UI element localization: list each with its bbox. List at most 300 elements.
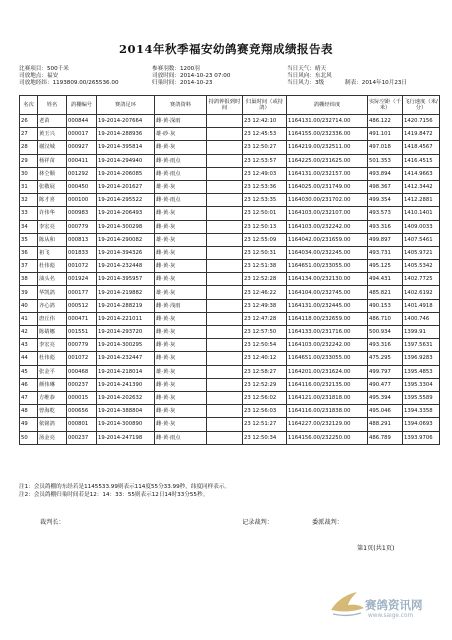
cell-pigeon-info: 雌·黄·灰 xyxy=(155,405,207,418)
cell-coords: 1164131.00/232714.00 xyxy=(287,115,368,128)
wind-force: 当日风力：3级 xyxy=(287,80,325,86)
cell-coords: 1164103.00/232107.00 xyxy=(287,207,368,220)
cell-name: 李宏亮 xyxy=(38,220,67,233)
cell-coords: 1164030.00/231702.00 xyxy=(287,194,368,207)
cell-arrival-time: 23 12:56:02 xyxy=(243,391,287,404)
cell-arrival-time: 23 12:52:28 xyxy=(243,273,287,286)
cell-clock-time xyxy=(207,207,243,220)
cell-ring: 19-2014-300890 xyxy=(97,418,155,431)
results-table xyxy=(19,95,440,445)
cell-pigeon-info: 雌·黄·灰 xyxy=(155,141,207,154)
cell-coords: 1164227.00/232129.00 xyxy=(287,418,368,431)
cell-rank: 50 xyxy=(20,431,38,444)
cell-loft-id: 000779 xyxy=(67,339,97,352)
cell-rank: 38 xyxy=(20,273,38,286)
release-site: 司放地点：福安 xyxy=(19,73,59,79)
cell-rank: 37 xyxy=(20,260,38,273)
table-row xyxy=(20,431,440,444)
cell-clock-time xyxy=(207,180,243,193)
cell-pigeon-info: 雄·黄·灰 xyxy=(155,180,207,193)
cell-coords: 1164121.00/231818.00 xyxy=(287,391,368,404)
cell-distance: 490.153 xyxy=(368,299,403,312)
cell-loft-id: 001292 xyxy=(67,167,97,180)
cell-ring: 19-2014-202632 xyxy=(97,391,155,404)
cell-distance: 485.821 xyxy=(368,286,403,299)
table-row xyxy=(20,115,440,128)
cell-arrival-time: 23 12:50:34 xyxy=(243,431,287,444)
table-row xyxy=(20,405,440,418)
cell-speed: 1420.7156 xyxy=(403,115,440,128)
cell-name: 祖飞 xyxy=(38,246,67,259)
cell-name: 老苗 xyxy=(38,115,67,128)
cell-pigeon-info: 雌·黄·灰 xyxy=(155,220,207,233)
cell-distance: 486.122 xyxy=(368,115,403,128)
cell-distance: 488.291 xyxy=(368,418,403,431)
cell-loft-id: 000100 xyxy=(67,194,97,207)
cell-pigeon-info: 雌·黄·灰 xyxy=(155,352,207,365)
cell-loft-id: 000237 xyxy=(67,378,97,391)
table-row xyxy=(20,391,440,404)
cell-clock-time xyxy=(207,391,243,404)
col-header-distance: 实际空距（千米） xyxy=(368,96,403,115)
cell-ring: 19-2014-219882 xyxy=(97,286,155,299)
cell-speed: 1394.0693 xyxy=(403,418,440,431)
cell-speed: 1412.2881 xyxy=(403,194,440,207)
col-header-speed: 飞行速度（米/分） xyxy=(403,96,440,115)
col-header-name: 姓名 xyxy=(38,96,67,115)
cell-speed: 1409.0033 xyxy=(403,220,440,233)
cell-speed: 1402.7725 xyxy=(403,273,440,286)
cell-distance: 499.354 xyxy=(368,194,403,207)
cell-arrival-time: 23 12:47:28 xyxy=(243,312,287,325)
cell-ring: 19-2014-206085 xyxy=(97,167,155,180)
cell-arrival-time: 23 12:58:27 xyxy=(243,365,287,378)
watermark-url: www.saige.com xyxy=(368,613,414,619)
referee-signature: 裁判长： xyxy=(40,519,65,526)
made-date: 制表：2014年10月23日 xyxy=(345,80,408,86)
race-item: 比赛项目：500千米 xyxy=(19,66,69,72)
cell-rank: 49 xyxy=(20,418,38,431)
cell-distance: 499.897 xyxy=(368,233,403,246)
cell-rank: 36 xyxy=(20,246,38,259)
table-header xyxy=(20,96,440,115)
table-row xyxy=(20,220,440,233)
cell-distance: 495.046 xyxy=(368,405,403,418)
cell-clock-time xyxy=(207,167,243,180)
cell-distance: 494.431 xyxy=(368,273,403,286)
table-row xyxy=(20,365,440,378)
cell-rank: 42 xyxy=(20,326,38,339)
cell-rank: 26 xyxy=(20,115,38,128)
cell-loft-id: 000015 xyxy=(67,391,97,404)
table-row xyxy=(20,326,440,339)
cell-clock-time xyxy=(207,260,243,273)
cell-name: 陈婧娜 xyxy=(38,326,67,339)
cell-loft-id: 000177 xyxy=(67,286,97,299)
cell-arrival-time: 23 12:49:03 xyxy=(243,167,287,180)
cell-rank: 27 xyxy=(20,128,38,141)
cell-arrival-time: 23 12:50:31 xyxy=(243,246,287,259)
cell-clock-time xyxy=(207,286,243,299)
cell-name: 齐心鸽 xyxy=(38,299,67,312)
table-row xyxy=(20,260,440,273)
cell-loft-id: 000512 xyxy=(67,299,97,312)
col-header-clock-time: 持鸽钟报到时间 xyxy=(207,96,243,115)
cell-coords: 1164103.00/232242.00 xyxy=(287,339,368,352)
cell-ring: 19-2014-247198 xyxy=(97,431,155,444)
return-time: 归巢时间：2014-10-23 xyxy=(152,80,213,86)
cell-pigeon-info: 雌·黄·灰 xyxy=(155,326,207,339)
cell-loft-id: 000813 xyxy=(67,233,97,246)
cell-name: 曾海乾 xyxy=(38,405,67,418)
cell-distance: 501.353 xyxy=(368,154,403,167)
cell-ring: 19-2014-300295 xyxy=(97,339,155,352)
cell-speed: 1399.91 xyxy=(403,326,440,339)
cell-coords: 1164155.00/232336.00 xyxy=(287,128,368,141)
cell-pigeon-info: 雌·黄·灰 xyxy=(155,260,207,273)
cell-coords: 1164042.00/231659.00 xyxy=(287,233,368,246)
cell-speed: 1395.3304 xyxy=(403,378,440,391)
table-row xyxy=(20,339,440,352)
cell-rank: 39 xyxy=(20,286,38,299)
cell-distance: 486.710 xyxy=(368,312,403,325)
cell-pigeon-info: 雌·黄·雨点 xyxy=(155,431,207,444)
cell-rank: 34 xyxy=(20,220,38,233)
cell-speed: 1397.5631 xyxy=(403,339,440,352)
col-header-arrival-time: 归巢时间（或持鸽） xyxy=(243,96,287,115)
cell-arrival-time: 23 12:51:27 xyxy=(243,418,287,431)
cell-pigeon-info: 雄·黄·灰 xyxy=(155,286,207,299)
cell-distance: 491.101 xyxy=(368,128,403,141)
cell-rank: 47 xyxy=(20,391,38,404)
cell-name: 汤金亮 xyxy=(38,431,67,444)
cell-distance: 493.573 xyxy=(368,207,403,220)
cell-name: 方维恭 xyxy=(38,391,67,404)
cell-name: 李宏亮 xyxy=(38,339,67,352)
cell-ring: 19-2014-241390 xyxy=(97,378,155,391)
cell-clock-time xyxy=(207,431,243,444)
cell-arrival-time: 23 12:50:13 xyxy=(243,220,287,233)
cell-coords: 1164156.00/232250.00 xyxy=(287,431,368,444)
cell-clock-time xyxy=(207,194,243,207)
release-coords: 司放地经纬：1193809.00/265536.00 xyxy=(19,80,119,86)
cell-loft-id: 001072 xyxy=(67,352,97,365)
cell-rank: 33 xyxy=(20,207,38,220)
cell-coords: 1164219.00/232511.00 xyxy=(287,141,368,154)
cell-clock-time xyxy=(207,405,243,418)
cell-ring: 19-2014-221011 xyxy=(97,312,155,325)
cell-speed: 1401.4918 xyxy=(403,299,440,312)
cell-name: 黄玉兴 xyxy=(38,128,67,141)
cell-arrival-time: 23 12:50:01 xyxy=(243,207,287,220)
table-row xyxy=(20,246,440,259)
cell-arrival-time: 23 12:42:10 xyxy=(243,115,287,128)
cell-speed: 1410.1401 xyxy=(403,207,440,220)
cell-name: 杜伟彪 xyxy=(38,352,67,365)
cell-clock-time xyxy=(207,352,243,365)
cell-arrival-time: 23 12:40:12 xyxy=(243,352,287,365)
cell-speed: 1394.3358 xyxy=(403,405,440,418)
cell-speed: 1400.746 xyxy=(403,312,440,325)
cell-coords: 1164104.00/232745.00 xyxy=(287,286,368,299)
cell-clock-time xyxy=(207,233,243,246)
cell-speed: 1407.5461 xyxy=(403,233,440,246)
cell-ring: 19-2014-232448 xyxy=(97,260,155,273)
cell-coords: 1164651.00/233055.00 xyxy=(287,352,368,365)
cell-ring: 19-2014-201627 xyxy=(97,180,155,193)
cell-coords: 1164131.00/232445.00 xyxy=(287,299,368,312)
cell-arrival-time: 23 12:53:36 xyxy=(243,180,287,193)
cell-coords: 1164131.00/232157.00 xyxy=(287,167,368,180)
cell-arrival-time: 23 12:52:29 xyxy=(243,378,287,391)
cell-speed: 1395.5589 xyxy=(403,391,440,404)
cell-loft-id: 001924 xyxy=(67,273,97,286)
cell-loft-id: 000237 xyxy=(67,431,97,444)
cell-coords: 1164133.00/231716.00 xyxy=(287,326,368,339)
cell-ring: 19-2014-206493 xyxy=(97,207,155,220)
cell-pigeon-info: 雌·黄·浅雨 xyxy=(155,299,207,312)
table-row xyxy=(20,194,440,207)
cell-coords: 1164651.00/233055.00 xyxy=(287,260,368,273)
cell-name: 杨祥苗 xyxy=(38,154,67,167)
cell-arrival-time: 23 12:51:38 xyxy=(243,260,287,273)
cell-arrival-time: 23 12:50:54 xyxy=(243,339,287,352)
cell-clock-time xyxy=(207,154,243,167)
recorder-signature: 记录裁判： xyxy=(242,519,273,526)
cell-pigeon-info: 雌·黄·深雨 xyxy=(155,115,207,128)
cell-speed: 1418.4567 xyxy=(403,141,440,154)
cell-speed: 1419.8472 xyxy=(403,128,440,141)
cell-pigeon-info: 雌·黄·灰 xyxy=(155,273,207,286)
release-time: 司放时间：2014-10-23 07:00 xyxy=(152,73,231,79)
cell-rank: 45 xyxy=(20,365,38,378)
cell-loft-id: 001551 xyxy=(67,326,97,339)
cell-name: 谢汉城 xyxy=(38,141,67,154)
cell-name: 颜伟琳 xyxy=(38,378,67,391)
cell-coords: 1164118.00/232659.00 xyxy=(287,312,368,325)
cell-ring: 19-2014-394326 xyxy=(97,246,155,259)
cell-ring: 19-2014-293720 xyxy=(97,326,155,339)
cell-ring: 19-2014-207664 xyxy=(97,115,155,128)
cell-ring: 19-2014-294940 xyxy=(97,154,155,167)
cell-arrival-time: 23 12:46:22 xyxy=(243,286,287,299)
table-row xyxy=(20,286,440,299)
cell-distance: 493.316 xyxy=(368,220,403,233)
cell-clock-time xyxy=(207,128,243,141)
cell-loft-id: 000017 xyxy=(67,128,97,141)
cell-rank: 35 xyxy=(20,233,38,246)
cell-pigeon-info: 雄·黄·灰 xyxy=(155,233,207,246)
cell-ring: 19-2014-395814 xyxy=(97,141,155,154)
cell-speed: 1416.4515 xyxy=(403,154,440,167)
cell-coords: 1164134.00/232130.00 xyxy=(287,273,368,286)
cell-pigeon-info: 雌·黄·灰 xyxy=(155,246,207,259)
cell-name: 唐丘伟 xyxy=(38,312,67,325)
cell-pigeon-info: 雌·黄·灰 xyxy=(155,207,207,220)
cell-distance: 490.477 xyxy=(368,378,403,391)
cell-loft-id: 000801 xyxy=(67,418,97,431)
cell-coords: 1164034.00/232245.00 xyxy=(287,246,368,259)
cell-name: 依铭鸽 xyxy=(38,418,67,431)
cell-clock-time xyxy=(207,312,243,325)
cell-pigeon-info: 雌·黄·灰 xyxy=(155,391,207,404)
cell-clock-time xyxy=(207,299,243,312)
cell-ring: 19-2014-290082 xyxy=(97,233,155,246)
cell-pigeon-info: 雌·黄·雨点 xyxy=(155,154,207,167)
cell-clock-time xyxy=(207,220,243,233)
cell-pigeon-info: 雌·黄·雨点 xyxy=(155,167,207,180)
cell-distance: 498.367 xyxy=(368,180,403,193)
cell-name: 陈才喜 xyxy=(38,194,67,207)
cell-pigeon-info: 雌·黄·灰 xyxy=(155,378,207,391)
cell-clock-time xyxy=(207,339,243,352)
table-row xyxy=(20,154,440,167)
cell-clock-time xyxy=(207,378,243,391)
cell-rank: 29 xyxy=(20,154,38,167)
cell-pigeon-info: 雌·黄·雨点 xyxy=(155,194,207,207)
cell-distance: 493.316 xyxy=(368,339,403,352)
cell-name: 杜伟彪 xyxy=(38,260,67,273)
cell-coords: 1164116.00/231838.00 xyxy=(287,405,368,418)
table-row xyxy=(20,207,440,220)
cell-pigeon-info: 雌·黄·灰 xyxy=(155,339,207,352)
table-row xyxy=(20,378,440,391)
cell-arrival-time: 23 12:57:50 xyxy=(243,326,287,339)
wind-direction: 当日风向：东北风 xyxy=(287,73,332,79)
table-row xyxy=(20,141,440,154)
cell-coords: 1164103.00/232242.00 xyxy=(287,220,368,233)
cell-ring: 19-2014-232447 xyxy=(97,352,155,365)
watermark-logo-icon xyxy=(327,586,367,626)
cell-rank: 30 xyxy=(20,167,38,180)
table-row xyxy=(20,167,440,180)
col-header-coords: 鸽棚经纬度 xyxy=(287,96,368,115)
cell-rank: 41 xyxy=(20,312,38,325)
cell-ring: 19-2014-288936 xyxy=(97,128,155,141)
cell-name: 油头名 xyxy=(38,273,67,286)
cell-name: 张敬展 xyxy=(38,180,67,193)
cell-rank: 44 xyxy=(20,352,38,365)
cell-loft-id: 000983 xyxy=(67,207,97,220)
cell-arrival-time: 23 12:45:53 xyxy=(243,128,287,141)
col-header-loft-id: 鸽棚编号 xyxy=(67,96,97,115)
cell-name: 华凯鸽 xyxy=(38,286,67,299)
cell-clock-time xyxy=(207,141,243,154)
cell-loft-id: 000450 xyxy=(67,180,97,193)
cell-speed: 1414.9663 xyxy=(403,167,440,180)
cell-pigeon-info: 雄·砂·灰 xyxy=(155,128,207,141)
cell-loft-id: 000471 xyxy=(67,312,97,325)
cell-ring: 19-2014-300298 xyxy=(97,220,155,233)
table-row xyxy=(20,312,440,325)
cell-distance: 500.934 xyxy=(368,326,403,339)
cell-ring: 19-2014-395957 xyxy=(97,273,155,286)
cell-speed: 1405.5342 xyxy=(403,260,440,273)
table-row xyxy=(20,128,440,141)
cell-name: 许伟华 xyxy=(38,207,67,220)
cell-rank: 43 xyxy=(20,339,38,352)
table-row xyxy=(20,299,440,312)
cell-loft-id: 000656 xyxy=(67,405,97,418)
cell-arrival-time: 23 12:53:35 xyxy=(243,194,287,207)
cell-coords: 1164116.00/232135.00 xyxy=(287,378,368,391)
cell-distance: 493.894 xyxy=(368,167,403,180)
cell-speed: 1402.6192 xyxy=(403,286,440,299)
cell-name: 陈从和 xyxy=(38,233,67,246)
col-header-pigeon-info: 赛鸽资料 xyxy=(155,96,207,115)
cell-arrival-time: 23 12:55:09 xyxy=(243,233,287,246)
cell-speed: 1396.9283 xyxy=(403,352,440,365)
cell-speed: 1412.3442 xyxy=(403,180,440,193)
note-1: 注1：会员鸽棚的东经若是1145533.99则表示114度55分33.99秒，纬度同样表示。 xyxy=(19,484,231,490)
cell-loft-id: 001833 xyxy=(67,246,97,259)
cell-loft-id: 000927 xyxy=(67,141,97,154)
cell-arrival-time: 23 12:53:57 xyxy=(243,154,287,167)
cell-clock-time xyxy=(207,246,243,259)
cell-rank: 46 xyxy=(20,378,38,391)
col-header-ring: 赛鸽足环 xyxy=(97,96,155,115)
cell-name: 张金平 xyxy=(38,365,67,378)
weather: 当日天气：晴天 xyxy=(287,66,327,72)
cell-clock-time xyxy=(207,115,243,128)
cell-rank: 48 xyxy=(20,405,38,418)
cell-rank: 40 xyxy=(20,299,38,312)
cell-speed: 1393.9706 xyxy=(403,431,440,444)
cell-loft-id: 001072 xyxy=(67,260,97,273)
cell-distance: 497.018 xyxy=(368,141,403,154)
table-row xyxy=(20,273,440,286)
cell-distance: 495.394 xyxy=(368,391,403,404)
cell-clock-time xyxy=(207,326,243,339)
cell-loft-id: 000468 xyxy=(67,365,97,378)
col-header-rank: 名次 xyxy=(20,96,38,115)
cell-loft-id: 000411 xyxy=(67,154,97,167)
cell-clock-time xyxy=(207,418,243,431)
cell-ring: 19-2014-288219 xyxy=(97,299,155,312)
table-row xyxy=(20,180,440,193)
cell-ring: 19-2014-388804 xyxy=(97,405,155,418)
table-row xyxy=(20,233,440,246)
cell-rank: 28 xyxy=(20,141,38,154)
cell-loft-id: 000779 xyxy=(67,220,97,233)
cell-pigeon-info: 雄·黄·灰 xyxy=(155,365,207,378)
cell-speed: 1395.4853 xyxy=(403,365,440,378)
cell-coords: 1164201.00/231624.00 xyxy=(287,365,368,378)
cell-distance: 475.295 xyxy=(368,352,403,365)
cell-arrival-time: 23 12:50:27 xyxy=(243,141,287,154)
cell-rank: 32 xyxy=(20,194,38,207)
table-row xyxy=(20,352,440,365)
cell-ring: 19-2014-295522 xyxy=(97,194,155,207)
cell-pigeon-info: 雌·黄·灰 xyxy=(155,418,207,431)
page-number: 第1页(共1页) xyxy=(357,545,395,552)
cell-speed: 1405.9721 xyxy=(403,246,440,259)
cell-distance: 499.797 xyxy=(368,365,403,378)
entries-count: 参赛羽数：1200羽 xyxy=(152,66,200,72)
cell-coords: 1164025.00/231749.00 xyxy=(287,180,368,193)
cell-distance: 486.789 xyxy=(368,431,403,444)
watermark-text: 赛鸽资讯网 xyxy=(365,598,423,612)
cell-name: 林仝顺 xyxy=(38,167,67,180)
report-title: 2014年秋季福安幼鸽赛竞翔成绩报告表 xyxy=(118,42,333,56)
committee-signature: 委派裁判： xyxy=(312,519,343,526)
notes xyxy=(19,484,230,500)
cell-rank: 31 xyxy=(20,180,38,193)
cell-distance: 493.731 xyxy=(368,246,403,259)
cell-arrival-time: 23 12:56:03 xyxy=(243,405,287,418)
cell-clock-time xyxy=(207,365,243,378)
cell-arrival-time: 23 12:49:38 xyxy=(243,299,287,312)
